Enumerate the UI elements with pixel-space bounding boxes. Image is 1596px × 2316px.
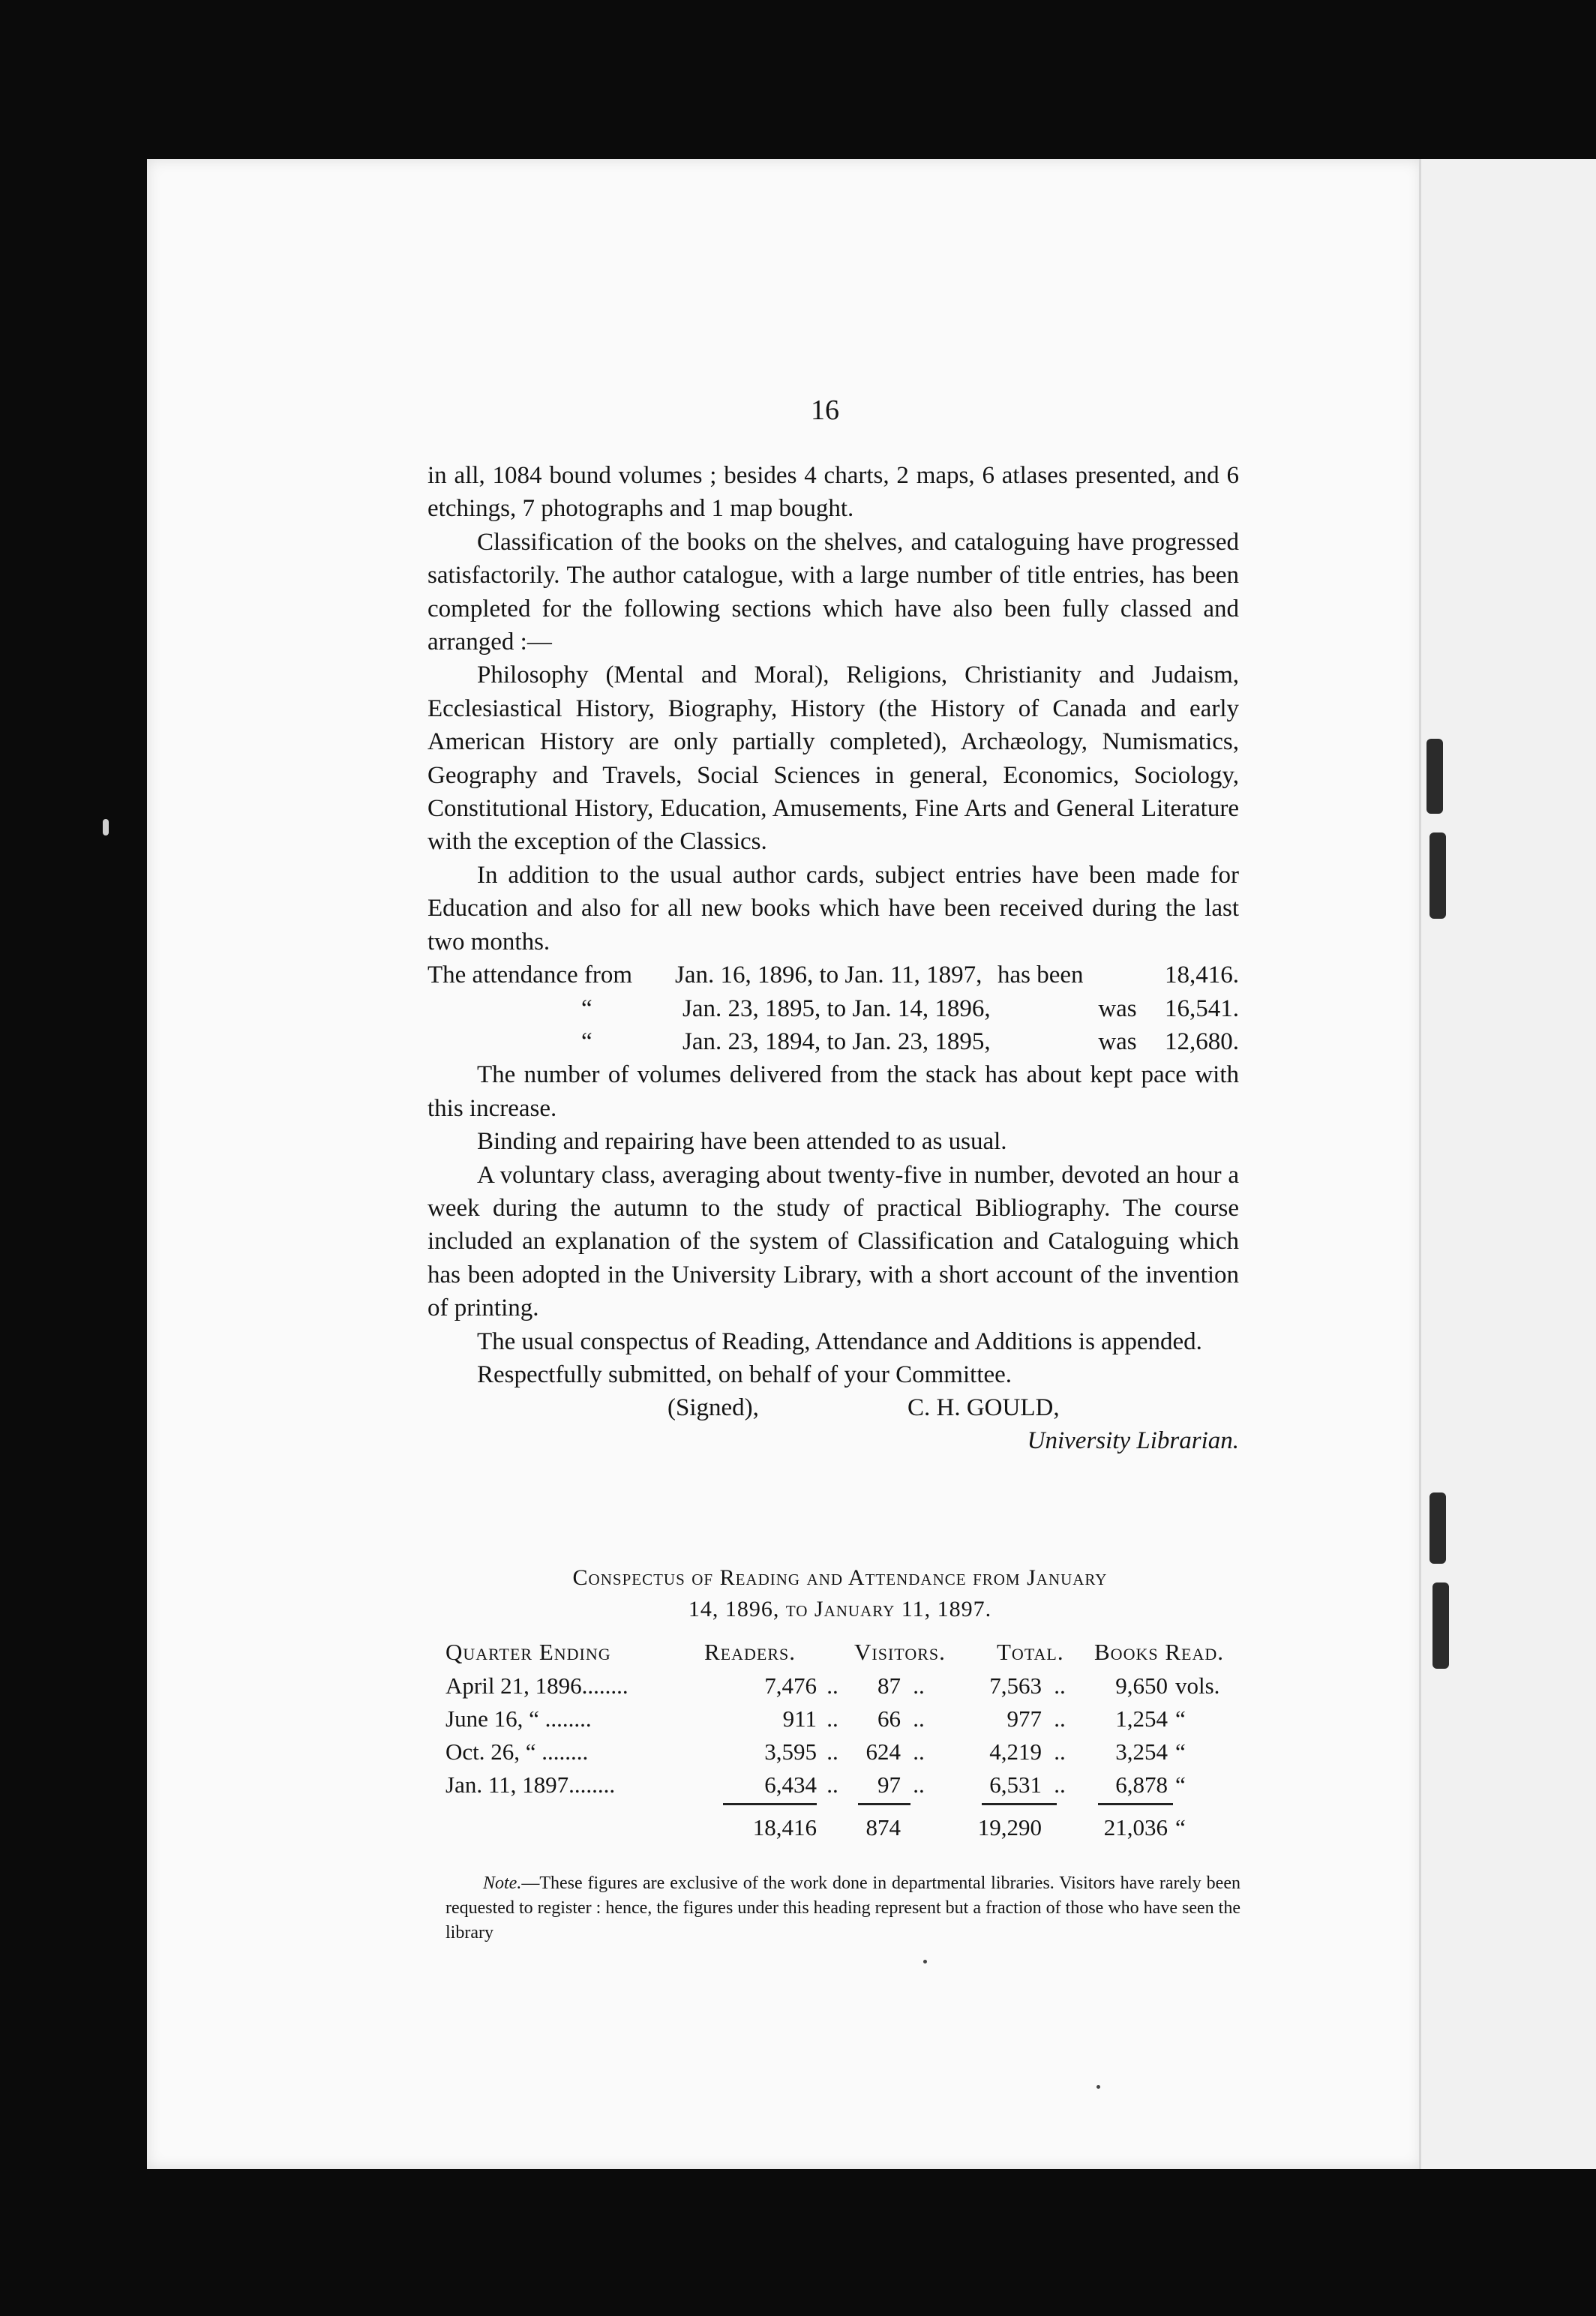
- binding-clip-top-lower: [1430, 832, 1446, 919]
- attendance-row: “ Jan. 23, 1894, to Jan. 23, 1895, was 12,680.: [581, 1028, 1239, 1055]
- header-visitors: Visitors.: [854, 1639, 946, 1665]
- signed-label: (Signed),: [668, 1394, 759, 1422]
- table-row: Oct. 26, “ ........ 3,595 .. 624 .. 4,219 .. 3,254 “: [446, 1738, 1186, 1765]
- table-header-row: [446, 1635, 1240, 1670]
- page-number: 16: [811, 394, 839, 426]
- print-speck: [923, 1960, 927, 1964]
- margin-speck: [103, 819, 109, 836]
- note-label: Note.: [483, 1874, 522, 1893]
- header-quarter: Quarter Ending: [446, 1639, 611, 1665]
- rule-visitors: [858, 1803, 910, 1805]
- table-row: Jan. 11, 1897........ 6,434 .. 97 .. 6,531 .. 6,878 “: [446, 1772, 1186, 1798]
- footnote: [446, 1871, 1240, 1946]
- closing-line: Respectfully submitted, on behalf of your Committee.: [477, 1360, 1012, 1388]
- table-row: April 21, 1896........ 7,476 .. 87 .. 7,563 .. 9,650 vols.: [446, 1672, 1220, 1699]
- print-speck: [1096, 2085, 1100, 2089]
- binding-clip-bottom: [1430, 1492, 1446, 1564]
- adjacent-page-edge: [1419, 159, 1596, 2169]
- total-rules: [446, 1802, 1240, 1808]
- note-text: —These figures are exclusive of the work done in departmental libraries. Visitors have rarely been requested to register : hence, the figures under this heading represent but a fraction of those who have seen the library: [446, 1874, 1240, 1942]
- header-readers: Readers.: [704, 1639, 796, 1665]
- binding-clip-top: [1426, 739, 1443, 814]
- paragraph: The usual conspectus of Reading, Attendance and Additions is appended.: [477, 1328, 1202, 1355]
- report-body: [428, 459, 1239, 1458]
- rule-total: [982, 1803, 1057, 1805]
- signature-line: [428, 1391, 1239, 1424]
- conspectus-heading: Conspectus of Reading and Attendance from January 14, 1896, to January 11, 1897.: [572, 1565, 1108, 1622]
- header-total: Total.: [997, 1639, 1064, 1665]
- header-books-read: Books Read.: [1094, 1639, 1224, 1665]
- attendance-row: The attendance from Jan. 16, 1896, to Jan. 11, 1897, has been 18,416.: [428, 962, 1239, 989]
- rule-books: [1098, 1803, 1173, 1805]
- binding-clip-bottom-lower: [1432, 1582, 1449, 1669]
- paragraph: Binding and repairing have been attended to as usual.: [477, 1128, 1007, 1156]
- signatory-name: C. H. GOULD,: [908, 1394, 1060, 1422]
- paragraph: in all, 1084 bound volumes ; besides 4 charts, 2 maps, 6 atlases presented, and 6 etchings, 7 photographs and 1 map bought.: [428, 462, 1239, 523]
- signatory-title: University Librarian.: [1027, 1427, 1239, 1455]
- conspectus-table: [446, 1635, 1240, 1848]
- attendance-row: “ Jan. 23, 1895, to Jan. 14, 1896, was 16,541.: [581, 994, 1239, 1022]
- paragraph: Philosophy (Mental and Moral), Religions, Christianity and Judaism, Ecclesiastical History, Biography, History (the History of Canada and early American History are only partially completed), Archæology, Numismatics, Geography and Travels, Social Sciences in general, Economics, Sociology, Constitutional History, Education, Amusements, Fine Arts and General Literature with the exception of the Classics.: [428, 662, 1239, 856]
- table-row: June 16, “ ........ 911 .. 66 .. 977 .. 1,254 “: [446, 1706, 1186, 1732]
- totals-row: 18,416 874 19,290 21,036 “: [752, 1814, 1186, 1840]
- rule-readers: [723, 1803, 817, 1805]
- paragraph: Classification of the books on the shelves, and cataloguing have progressed satisfactorily. The author catalogue, with a large number of title entries, has been completed for the following sections which have also been fully classed and arranged :—: [428, 528, 1239, 656]
- paragraph: A voluntary class, averaging about twenty-five in number, devoted an hour a week during the autumn to the study of practical Bibliography. The course included an explanation of the system of Classification and Cataloguing which has been adopted in the University Library, with a short account of the invention of printing.: [428, 1161, 1239, 1322]
- paragraph: The number of volumes delivered from the stack has about kept pace with this increase.: [428, 1061, 1239, 1122]
- paragraph: In addition to the usual author cards, subject entries have been made for Education and also for all new books which have been received during the last two months.: [428, 861, 1239, 956]
